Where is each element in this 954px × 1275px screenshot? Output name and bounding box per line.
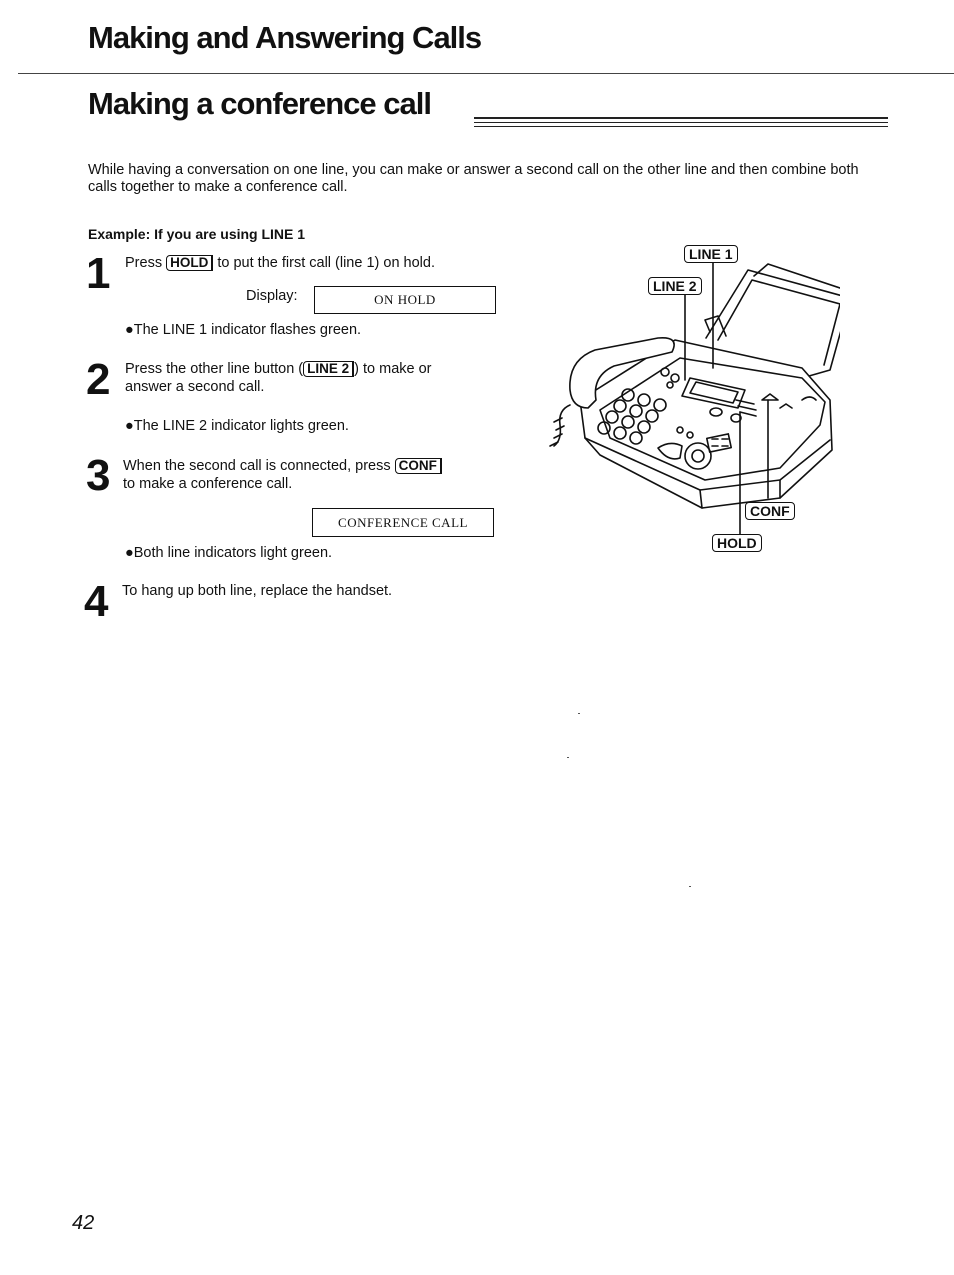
callout-line-1: LINE 1	[684, 245, 738, 263]
step-number-4: 4	[84, 577, 109, 626]
scan-speck	[578, 713, 580, 714]
step-number-3: 3	[86, 451, 111, 500]
step-1-text-before: Press	[125, 255, 167, 271]
display-label: Display:	[246, 288, 298, 304]
chapter-title: Making and Answering Calls	[88, 20, 482, 55]
step-2-note: ●The LINE 2 indicator lights green.	[125, 418, 349, 434]
section-rule	[474, 126, 888, 127]
step-number-1: 1	[86, 249, 111, 298]
scan-speck	[567, 757, 569, 758]
step-1-text	[125, 255, 435, 272]
scan-speck	[689, 886, 691, 887]
chapter-divider	[18, 73, 954, 74]
step-2-text	[125, 361, 432, 378]
example-heading: Example: If you are using LINE 1	[88, 226, 306, 242]
line-2-key: LINE 2	[303, 361, 354, 377]
step-3-text-before: When the second call is connected, press	[123, 458, 395, 474]
section-title: Making a conference call	[88, 86, 431, 121]
step-2-text-before: Press the other line button (	[125, 361, 304, 377]
lcd-display-conference	[312, 508, 494, 537]
callout-hold: HOLD	[712, 534, 762, 552]
step-2-text-after: ) to make or	[354, 361, 432, 377]
lcd-text: CONFERENCE CALL	[338, 514, 468, 530]
section-rule	[474, 117, 888, 119]
intro-paragraph: While having a conversation on one line, you can make or answer a second call on the other line and then combine both calls together to make a conference call.	[88, 162, 859, 195]
section-rule	[474, 122, 888, 123]
callout-conf: CONF	[745, 502, 795, 520]
step-2-text-line2: answer a second call.	[125, 379, 265, 395]
lcd-display-on-hold	[314, 286, 496, 314]
step-3-text-line2: to make a conference call.	[123, 476, 293, 492]
conf-key: CONF	[395, 458, 442, 474]
step-3-note: ●Both line indicators light green.	[125, 545, 333, 561]
step-4-text: To hang up both line, replace the handset.	[122, 583, 393, 599]
hold-key: HOLD	[166, 255, 213, 271]
lcd-text: ON HOLD	[374, 292, 436, 307]
step-1-text-after: to put the first call (line 1) on hold.	[213, 255, 435, 271]
page-number: 42	[72, 1212, 95, 1234]
step-3-text	[123, 458, 442, 475]
step-1-note: ●The LINE 1 indicator flashes green.	[125, 322, 362, 338]
callout-line-2: LINE 2	[648, 277, 702, 295]
step-number-2: 2	[86, 355, 111, 404]
